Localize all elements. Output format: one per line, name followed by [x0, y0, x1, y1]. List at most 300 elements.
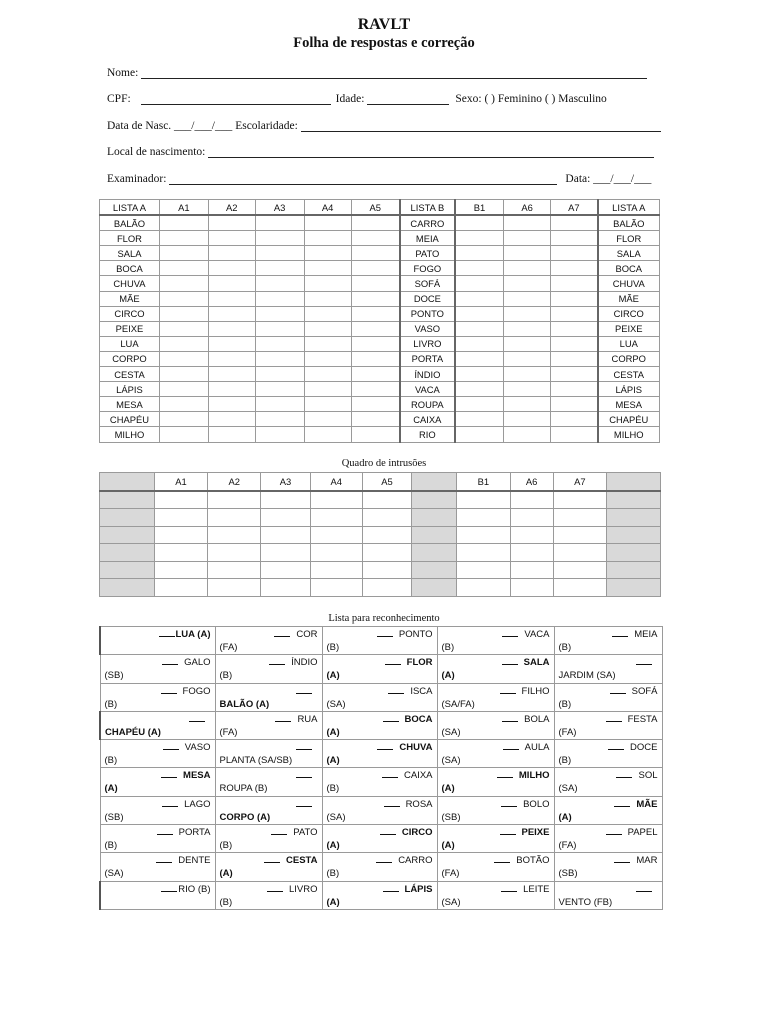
response-cell[interactable]: [159, 231, 208, 246]
recognition-cell[interactable]: [437, 627, 554, 655]
response-cell[interactable]: [304, 382, 351, 397]
response-cell[interactable]: [208, 306, 255, 321]
intrusion-cell[interactable]: [208, 491, 261, 509]
answer-blank[interactable]: [502, 712, 518, 722]
answer-blank[interactable]: [382, 768, 398, 778]
response-cell[interactable]: [351, 261, 400, 276]
idade-field[interactable]: [367, 92, 449, 105]
word-cell: CHAPÉU: [100, 412, 160, 427]
response-cell[interactable]: [551, 215, 598, 231]
answer-blank[interactable]: [614, 853, 630, 863]
recognition-row: [100, 655, 662, 683]
recognition-code: (B): [558, 642, 572, 653]
table-row: [100, 231, 660, 246]
response-cell[interactable]: [351, 351, 400, 366]
response-cell[interactable]: [455, 321, 504, 336]
intrusion-cell[interactable]: [457, 491, 511, 509]
response-cell[interactable]: [455, 276, 504, 291]
response-cell[interactable]: [159, 367, 208, 382]
answer-blank[interactable]: [376, 853, 392, 863]
recognition-code: (A): [558, 811, 572, 823]
cpf-field[interactable]: [141, 92, 331, 105]
answer-blank[interactable]: [500, 825, 516, 835]
response-cell[interactable]: [504, 427, 551, 442]
response-cell[interactable]: [208, 246, 255, 261]
answer-blank[interactable]: [636, 882, 652, 892]
intrusion-cell[interactable]: [553, 491, 607, 509]
intrusion-cell[interactable]: [208, 526, 261, 544]
recognition-cell[interactable]: [215, 655, 322, 683]
recognition-cell[interactable]: [437, 711, 554, 739]
response-cell[interactable]: [255, 351, 304, 366]
recognition-cell[interactable]: [554, 881, 662, 909]
intrusion-cell[interactable]: [457, 526, 511, 544]
recognition-cell[interactable]: [215, 796, 322, 824]
response-cell[interactable]: [455, 215, 504, 231]
answer-blank[interactable]: [608, 740, 624, 750]
answer-blank[interactable]: [380, 825, 396, 835]
intrusion-cell[interactable]: [154, 561, 208, 579]
response-cell[interactable]: [159, 351, 208, 366]
response-cell[interactable]: [208, 336, 255, 351]
response-cell[interactable]: [208, 412, 255, 427]
answer-blank[interactable]: [500, 684, 516, 694]
intrusion-cell[interactable]: [154, 491, 208, 509]
response-cell[interactable]: [304, 321, 351, 336]
recognition-cell[interactable]: [437, 768, 554, 796]
answer-blank[interactable]: [610, 684, 626, 694]
response-cell[interactable]: [159, 276, 208, 291]
recognition-cell[interactable]: [215, 683, 322, 711]
intrusion-cell[interactable]: [362, 491, 412, 509]
recognition-cell[interactable]: [215, 768, 322, 796]
response-cell[interactable]: [504, 382, 551, 397]
data-label[interactable]: Data: ___/___/___: [565, 173, 652, 185]
intrusion-cell[interactable]: [553, 526, 607, 544]
response-cell[interactable]: [159, 261, 208, 276]
answer-blank[interactable]: [274, 627, 290, 637]
response-cell[interactable]: [551, 427, 598, 442]
response-cell[interactable]: [351, 276, 400, 291]
intrusion-cell[interactable]: [362, 509, 412, 527]
response-cell[interactable]: [504, 412, 551, 427]
answer-blank[interactable]: [501, 797, 517, 807]
response-cell[interactable]: [255, 306, 304, 321]
response-cell[interactable]: [159, 215, 208, 231]
response-cell[interactable]: [351, 397, 400, 412]
response-cell[interactable]: [304, 276, 351, 291]
recognition-cell[interactable]: [322, 825, 437, 853]
recognition-cell[interactable]: [322, 740, 437, 768]
response-cell[interactable]: [208, 261, 255, 276]
answer-blank[interactable]: [157, 825, 173, 835]
recognition-cell[interactable]: [437, 683, 554, 711]
intrusion-cell[interactable]: [510, 509, 553, 527]
response-cell[interactable]: [255, 276, 304, 291]
response-cell[interactable]: [351, 291, 400, 306]
response-cell[interactable]: [455, 382, 504, 397]
word-cell: PORTA: [400, 351, 455, 366]
response-cell[interactable]: [551, 291, 598, 306]
table-row: [100, 321, 660, 336]
answer-blank[interactable]: [502, 627, 518, 637]
recognition-cell[interactable]: [554, 825, 662, 853]
response-cell[interactable]: [504, 215, 551, 231]
response-cell[interactable]: [551, 231, 598, 246]
response-cell[interactable]: [551, 321, 598, 336]
answer-blank[interactable]: [162, 797, 178, 807]
response-cell[interactable]: [455, 412, 504, 427]
recognition-cell[interactable]: [322, 683, 437, 711]
intrusion-cell[interactable]: [510, 491, 553, 509]
intrusion-cell[interactable]: [362, 544, 412, 562]
intrusion-cell[interactable]: [553, 509, 607, 527]
answer-blank[interactable]: [503, 740, 519, 750]
answer-blank[interactable]: [162, 655, 178, 665]
answer-blank[interactable]: [269, 655, 285, 665]
recognition-cell[interactable]: [554, 711, 662, 739]
recognition-cell[interactable]: [100, 825, 215, 853]
response-cell[interactable]: [504, 306, 551, 321]
response-cell[interactable]: [351, 306, 400, 321]
response-cell[interactable]: [504, 276, 551, 291]
response-cell[interactable]: [551, 367, 598, 382]
response-cell[interactable]: [159, 291, 208, 306]
answer-blank[interactable]: [161, 882, 177, 892]
shaded-cell: [412, 509, 457, 527]
answer-blank[interactable]: [502, 655, 518, 665]
response-cell[interactable]: [504, 336, 551, 351]
response-cell[interactable]: [304, 397, 351, 412]
word-cell: ROUPA: [400, 397, 455, 412]
response-cell[interactable]: [304, 427, 351, 442]
response-cell[interactable]: [255, 382, 304, 397]
recognition-cell[interactable]: [554, 683, 662, 711]
intrusion-cell[interactable]: [154, 544, 208, 562]
response-cell[interactable]: [455, 291, 504, 306]
intrusion-cell[interactable]: [457, 579, 511, 597]
recognition-cell[interactable]: [322, 881, 437, 909]
local-label: Local de nascimento:: [107, 146, 206, 158]
response-cell[interactable]: [551, 397, 598, 412]
response-cell[interactable]: [304, 336, 351, 351]
response-cell[interactable]: [351, 382, 400, 397]
response-cell[interactable]: [504, 261, 551, 276]
response-cell[interactable]: [159, 321, 208, 336]
intrusion-cell[interactable]: [261, 561, 311, 579]
response-cell[interactable]: [504, 397, 551, 412]
recognition-cell[interactable]: [322, 655, 437, 683]
intrusion-cell[interactable]: [553, 544, 607, 562]
recognition-word: MÃE: [636, 798, 658, 810]
intrusion-cell[interactable]: [362, 579, 412, 597]
answer-blank[interactable]: [296, 740, 312, 750]
answer-blank[interactable]: [296, 797, 312, 807]
recognition-cell[interactable]: [322, 627, 437, 655]
answer-blank[interactable]: [501, 882, 517, 892]
answer-blank[interactable]: [385, 655, 401, 665]
recognition-cell[interactable]: [554, 768, 662, 796]
answer-blank[interactable]: [161, 768, 177, 778]
recognition-cell[interactable]: [437, 825, 554, 853]
answer-blank[interactable]: [494, 853, 510, 863]
response-cell[interactable]: [304, 231, 351, 246]
answer-blank[interactable]: [159, 627, 175, 637]
answer-blank[interactable]: [383, 882, 399, 892]
recognition-cell[interactable]: [554, 796, 662, 824]
response-cell[interactable]: [255, 231, 304, 246]
response-cell[interactable]: [255, 321, 304, 336]
response-cell[interactable]: [455, 261, 504, 276]
response-cell[interactable]: [208, 215, 255, 231]
recognition-cell[interactable]: [322, 711, 437, 739]
intrusions-header-row: [100, 473, 661, 491]
response-cell[interactable]: [208, 382, 255, 397]
response-cell[interactable]: [504, 246, 551, 261]
response-cell[interactable]: [351, 367, 400, 382]
recognition-cell[interactable]: [100, 711, 215, 739]
answer-blank[interactable]: [271, 825, 287, 835]
answer-blank[interactable]: [377, 740, 393, 750]
answer-blank[interactable]: [163, 740, 179, 750]
response-cell[interactable]: [455, 351, 504, 366]
recognition-cell[interactable]: [215, 853, 322, 881]
response-cell[interactable]: [455, 367, 504, 382]
recognition-cell[interactable]: [100, 768, 215, 796]
intrusion-cell[interactable]: [154, 509, 208, 527]
response-cell[interactable]: [304, 291, 351, 306]
response-cell[interactable]: [304, 261, 351, 276]
response-cell[interactable]: [504, 351, 551, 366]
intrusion-cell[interactable]: [553, 561, 607, 579]
response-cell[interactable]: [455, 336, 504, 351]
recognition-cell[interactable]: [437, 881, 554, 909]
response-cell[interactable]: [455, 231, 504, 246]
response-cell[interactable]: [255, 336, 304, 351]
response-cell[interactable]: [208, 427, 255, 442]
data-nasc-label[interactable]: Data de Nasc. ___/___/___: [107, 120, 233, 132]
response-cell[interactable]: [504, 321, 551, 336]
response-cell[interactable]: [551, 261, 598, 276]
response-cell[interactable]: [159, 306, 208, 321]
intrusion-cell[interactable]: [261, 579, 311, 597]
intrusion-cell[interactable]: [457, 509, 511, 527]
recognition-cell[interactable]: [100, 796, 215, 824]
response-cell[interactable]: [351, 427, 400, 442]
recognition-code: (A): [219, 868, 233, 880]
response-cell[interactable]: [551, 246, 598, 261]
recognition-table: [99, 626, 663, 910]
intrusion-cell[interactable]: [510, 579, 553, 597]
response-cell[interactable]: [208, 351, 255, 366]
response-cell[interactable]: [304, 351, 351, 366]
intrusion-cell[interactable]: [362, 561, 412, 579]
response-cell[interactable]: [351, 321, 400, 336]
answer-blank[interactable]: [189, 712, 205, 722]
local-field[interactable]: [208, 145, 654, 158]
intrusion-cell[interactable]: [261, 491, 311, 509]
response-cell[interactable]: [304, 306, 351, 321]
intrusion-cell[interactable]: [208, 544, 261, 562]
response-cell[interactable]: [159, 246, 208, 261]
word-cell: SALA: [100, 246, 160, 261]
answer-blank[interactable]: [264, 853, 280, 863]
answer-blank[interactable]: [612, 627, 628, 637]
answer-blank[interactable]: [388, 684, 404, 694]
shaded-cell: [607, 544, 661, 562]
response-cell[interactable]: [255, 246, 304, 261]
answer-blank[interactable]: [383, 712, 399, 722]
intrusion-cell[interactable]: [510, 526, 553, 544]
response-cell[interactable]: [551, 351, 598, 366]
recognition-cell[interactable]: [215, 825, 322, 853]
response-cell[interactable]: [255, 291, 304, 306]
answer-blank[interactable]: [497, 768, 513, 778]
recognition-cell[interactable]: [100, 655, 215, 683]
intrusion-cell[interactable]: [261, 509, 311, 527]
intrusion-cell[interactable]: [310, 526, 362, 544]
shaded-cell: [412, 526, 457, 544]
response-cell[interactable]: [504, 291, 551, 306]
sexo-label[interactable]: Sexo: ( ) Feminino ( ) Masculino: [455, 93, 607, 105]
answer-blank[interactable]: [161, 684, 177, 694]
response-cell[interactable]: [455, 427, 504, 442]
response-cell[interactable]: [255, 261, 304, 276]
answer-blank[interactable]: [275, 712, 291, 722]
escolaridade-field[interactable]: [301, 119, 661, 132]
response-cell[interactable]: [455, 397, 504, 412]
response-cell[interactable]: [351, 412, 400, 427]
recognition-cell[interactable]: [100, 881, 215, 909]
response-cell[interactable]: [159, 336, 208, 351]
column-header: [412, 473, 457, 491]
intrusion-cell[interactable]: [261, 526, 311, 544]
intrusion-cell[interactable]: [457, 544, 511, 562]
response-cell[interactable]: [551, 276, 598, 291]
recognition-cell[interactable]: [554, 853, 662, 881]
recognition-cell[interactable]: [554, 740, 662, 768]
response-cell[interactable]: [304, 367, 351, 382]
intrusion-cell[interactable]: [310, 491, 362, 509]
answer-blank[interactable]: [384, 797, 400, 807]
recognition-cell[interactable]: [100, 740, 215, 768]
recognition-cell[interactable]: [100, 853, 215, 881]
recognition-cell[interactable]: [437, 740, 554, 768]
recognition-cell[interactable]: [437, 853, 554, 881]
intrusion-cell[interactable]: [457, 561, 511, 579]
response-cell[interactable]: [208, 231, 255, 246]
response-cell[interactable]: [255, 215, 304, 231]
nome-field[interactable]: [141, 66, 647, 79]
answer-blank[interactable]: [296, 768, 312, 778]
answer-blank[interactable]: [636, 655, 652, 665]
response-cell[interactable]: [159, 412, 208, 427]
recognition-cell[interactable]: [437, 796, 554, 824]
intrusion-cell[interactable]: [154, 526, 208, 544]
response-cell[interactable]: [351, 215, 400, 231]
answer-blank[interactable]: [296, 684, 312, 694]
recognition-cell[interactable]: [322, 768, 437, 796]
answer-blank[interactable]: [606, 712, 622, 722]
response-cell[interactable]: [551, 382, 598, 397]
table-row: [100, 367, 660, 382]
word-cell: CORPO: [100, 351, 160, 366]
recognition-cell[interactable]: [554, 655, 662, 683]
recognition-cell[interactable]: [437, 655, 554, 683]
column-header: LISTA A: [598, 200, 660, 216]
recognition-code: (SB): [558, 868, 578, 880]
examinador-field[interactable]: [169, 172, 557, 185]
response-cell[interactable]: [351, 246, 400, 261]
answer-blank[interactable]: [614, 797, 630, 807]
intrusion-cell[interactable]: [310, 561, 362, 579]
response-cell[interactable]: [504, 231, 551, 246]
response-cell[interactable]: [304, 215, 351, 231]
response-cell[interactable]: [551, 336, 598, 351]
response-cell[interactable]: [504, 367, 551, 382]
response-cell[interactable]: [159, 427, 208, 442]
response-cell[interactable]: [255, 367, 304, 382]
answer-blank[interactable]: [267, 882, 283, 892]
recognition-cell[interactable]: [554, 627, 662, 655]
intrusion-cell[interactable]: [553, 579, 607, 597]
intrusion-cell[interactable]: [310, 544, 362, 562]
intrusion-cell[interactable]: [362, 526, 412, 544]
recognition-cell[interactable]: [215, 627, 322, 655]
response-cell[interactable]: [304, 412, 351, 427]
response-cell[interactable]: [551, 306, 598, 321]
intrusion-cell[interactable]: [310, 509, 362, 527]
response-cell[interactable]: [208, 321, 255, 336]
intrusion-cell[interactable]: [510, 561, 553, 579]
recognition-cell[interactable]: [100, 627, 215, 655]
response-cell[interactable]: [255, 412, 304, 427]
recognition-cell[interactable]: [322, 796, 437, 824]
intrusion-cell[interactable]: [261, 544, 311, 562]
intrusion-cell[interactable]: [154, 579, 208, 597]
recognition-cell[interactable]: [215, 711, 322, 739]
response-cell[interactable]: [304, 246, 351, 261]
response-cell[interactable]: [255, 397, 304, 412]
intrusion-cell[interactable]: [208, 509, 261, 527]
recognition-cell[interactable]: [322, 853, 437, 881]
response-cell[interactable]: [208, 367, 255, 382]
recognition-cell[interactable]: [215, 881, 322, 909]
intrusion-cell[interactable]: [208, 579, 261, 597]
response-cell[interactable]: [455, 306, 504, 321]
response-cell[interactable]: [159, 382, 208, 397]
recognition-cell[interactable]: [100, 683, 215, 711]
intrusion-cell[interactable]: [310, 579, 362, 597]
response-cell[interactable]: [208, 397, 255, 412]
response-cell[interactable]: [208, 276, 255, 291]
response-cell[interactable]: [351, 231, 400, 246]
answer-blank[interactable]: [616, 768, 632, 778]
response-cell[interactable]: [159, 397, 208, 412]
response-cell[interactable]: [255, 427, 304, 442]
response-cell[interactable]: [208, 291, 255, 306]
response-cell[interactable]: [351, 336, 400, 351]
answer-blank[interactable]: [156, 853, 172, 863]
answer-blank[interactable]: [606, 825, 622, 835]
answer-blank[interactable]: [377, 627, 393, 637]
recognition-code: (A): [104, 783, 118, 795]
response-cell[interactable]: [455, 246, 504, 261]
intrusion-cell[interactable]: [510, 544, 553, 562]
intrusion-cell[interactable]: [208, 561, 261, 579]
recognition-cell[interactable]: [215, 740, 322, 768]
response-cell[interactable]: [551, 412, 598, 427]
